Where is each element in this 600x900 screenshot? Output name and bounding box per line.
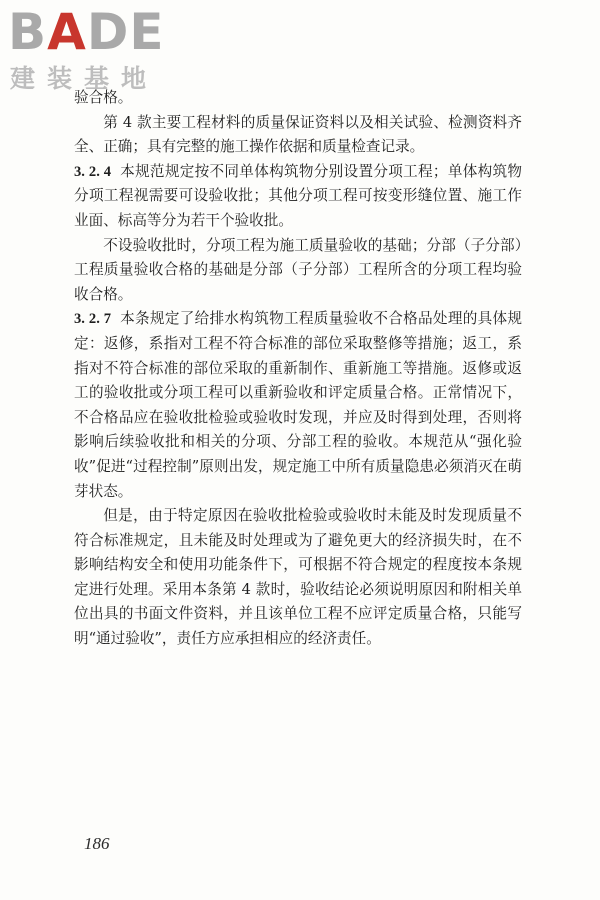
paragraph-text: 第 4 款主要工程材料的质量保证资料以及相关试验、检测资料齐全、正确；具有完整的施工操作依据和质量检查记录。	[74, 113, 522, 156]
paragraph-no-batch	[74, 234, 522, 308]
clause-3-2-4	[74, 160, 522, 234]
document-body	[74, 86, 522, 652]
paragraph-item-4-note	[74, 111, 522, 160]
brand-accent-letter: A	[47, 3, 87, 61]
paragraph-text: 不设验收批时，分项工程为施工质量验收的基础；分部（子分部）工程质量验收合格的基础是分部（子分部）工程所含的分项工程均验收合格。	[74, 236, 522, 303]
paragraph-continuation	[74, 86, 522, 111]
watermark-logo	[8, 4, 178, 96]
paragraph-text: 本规范规定按不同单体构筑物分别设置分项工程；单体构筑物分项工程视需要可设验收批；其他分项工程可按变形缝位置、施工作业面、标高等分为若干个验收批。	[74, 162, 522, 229]
paragraph-special-handling	[74, 504, 522, 652]
brand-suffix: DE	[86, 3, 165, 61]
paragraph-text: 本条规定了给排水构筑物工程质量验收不合格品处理的具体规定：返修，系指对工程不符合标准的部位采取整修等措施；返工，系指对不符合标准的部位采取的重新制作、重新施工等措施。返修或返工的验收批或分项工程可以重新验收和评定质量合格。正常情况下，不合格品应在验收批检验或验收时发现，并应及时得到处理，否则将影响后续验收批和相关的分项、分部工程的验收。本规范从“强化验收”促进“过程控制”原则出发，规定施工中所有质量隐患必须消灭在萌芽状态。	[74, 310, 522, 500]
clause-number: 3. 2. 4	[74, 163, 112, 180]
clause-number: 3. 2. 7	[74, 311, 112, 328]
page-number: 186	[84, 834, 110, 853]
paragraph-text: 验合格。	[74, 89, 133, 106]
paragraph-text: 但是，由于特定原因在验收批检验或验收时未能及时发现质量不符合标准规定，且未能及时处理或为了避免更大的经济损失时，在不影响结构安全和使用功能条件下，可根据不符合规定的程度按本条规定进行处理。采用本条第 4 款时，验收结论必须说明原因和附相关单位出具的书面文件资料，并且该单位工程不应评定质量合格，只能写明“通过验收”，责任方应承担相应的经济责任。	[74, 507, 522, 648]
brand-prefix: B	[8, 3, 48, 61]
watermark-subtitle: 建装基地	[10, 64, 159, 93]
clause-3-2-7	[74, 307, 522, 504]
watermark-brand	[8, 4, 165, 60]
